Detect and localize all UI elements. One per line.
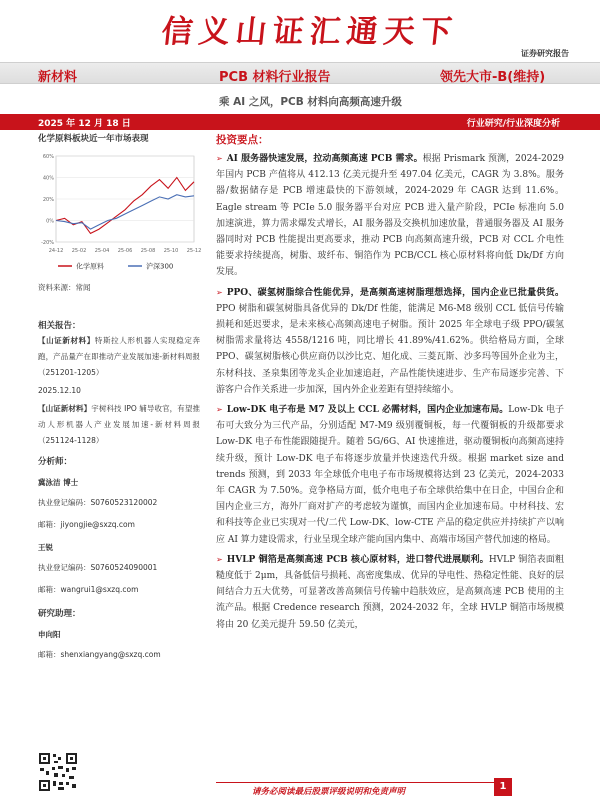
footer-disclaimer[interactable]: 请务必阅读最后股票评级说明和免责声明 (252, 787, 406, 797)
legend-label: 沪深300 (146, 262, 174, 271)
investment-heading: 投资要点： (216, 134, 269, 146)
y-tick-label: 60% (42, 154, 54, 160)
date-bar (0, 114, 600, 130)
x-tick-label: 25-06 (117, 248, 133, 254)
report-title: 乘 AI 之风，PCB 材料向高频高速升级 (219, 96, 402, 108)
related-report[interactable]: 【山证新材料】特斯拉人形机器人实现稳定奔跑，产品量产在即推动产业发展加速-新材料周报（251201-1205） (38, 336, 201, 377)
report-date: 2025 年 12 月 18 日 (38, 119, 131, 129)
x-tick-label: 25-12 (186, 248, 202, 254)
x-tick-label: 25-02 (71, 248, 87, 254)
assistant-email[interactable]: 邮箱：shenxiangyang@sxzq.com (38, 650, 161, 659)
sector-bar (0, 62, 600, 84)
sidebar (38, 132, 200, 662)
key-point: ➢ PPO、碳氢树脂综合性能优异，是高频高速树脂理想选择，国内企业已批量供货。PPO 树脂和碳氢树脂具备优异的 Dk/Df 性能，能满足 M6-M8 级别 CCL 低信号传输损耗和延迟要求，是未来核心高频高速电子树脂。预计 2025 年全球电子级 PPO/碳氢树脂需求量将达 4558/1216 吨，同比增长 41.89%/41.62%。供给格局方面，全球 PPO、碳氢树脂核心供应商仍以沙比克、旭化成、三菱瓦斯、沙多玛等国外企业为主，东材科技、圣泉集团等龙头企业加速追赶，产品性能快速进步、生产布局逐步完善、下游客户合作关系进一步加深，国内外企业差距有望持续缩小。 (216, 287, 564, 395)
main-content (216, 132, 564, 633)
key-point: ➢ HVLP 铜箔是高频高速 PCB 核心原材料，进口替代进展顺利。HVLP 铜箔表面粗糙度低于 2μm，具备低信号损耗、高密度集成、优异的导电性、热稳定性能、良好的层间结合力五大优势，可显著改善高频信号传输中趋肤效应，是高频高速 PCB 使用的主流产品。根据 Credence research 预测，2024-2032 年，全球 HVLP 铜箔市场规模将由 20 亿美元提升 59.50 亿美元， (216, 554, 564, 630)
chart-source: 资料来源：常闻 (38, 283, 91, 292)
report-category: 行业研究/行业深度分析 (466, 119, 560, 129)
series-line-化学原料 (56, 178, 194, 234)
page-number: 1 (494, 778, 512, 796)
y-tick-label: 0% (46, 218, 54, 225)
analyst-name: 冀泳洁 博士 (38, 478, 79, 487)
analyst-reg: 执业登记编码：S0760523120002 (38, 498, 158, 507)
report-tag: 证券研究报告 (521, 49, 569, 58)
market-chart (38, 150, 202, 258)
report-type: PCB 材料行业报告 (219, 70, 331, 85)
related-heading: 相关报告： (38, 321, 81, 331)
rating-label: 领先大市-B(维持) (440, 70, 546, 85)
bullet-triangle-icon: ➢ (216, 554, 223, 564)
chart-title: 化学原料板块近一年市场表现 (38, 134, 149, 144)
analyst-name: 王锐 (38, 543, 53, 552)
key-point: ➢ AI 服务器快速发展，拉动高频高速 PCB 需求。根据 Prismark 预测，2024-2029 年国内 PCB 产值将从 412.13 亿美元提升至 497.04 亿美元，CAGR 为 3.8%。服务器/数据储存是 PCB 增速最快的下游领域，2024-2029 年 CAGR 达到 11.6%。Eagle stream 等 PCIe 5.0 服务器平台对应 PCB 进入量产阶段，PCIe 标准向 5.0 加速演进，算力需求爆发式增长，AI 服务器及交换机加速放量，普通服务器及 AI 服务器同时对 PCB 性能提出更高要求，推动 PCB 向高频高速升级，PCB 对 CCL 介电性能要求持续提高，树脂、玻纤布、铜箔作为 PCB/CCL 核心原材料将向低 Dk/Df 方向发展。 (216, 154, 564, 278)
analyst-email[interactable]: 邮箱：wangrui1@sxzq.com (38, 585, 139, 594)
y-tick-label: 40% (42, 175, 54, 182)
assistant-heading: 研究助理： (38, 609, 81, 619)
x-tick-label: 25-08 (140, 248, 156, 254)
y-tick-label: 20% (42, 197, 54, 203)
top-banner (0, 0, 600, 60)
assistant-name: 申向阳 (38, 630, 61, 639)
legend-label: 化学原料 (76, 262, 104, 271)
related-report-date: 2025.12.10 (38, 386, 81, 395)
y-tick-label: -20% (41, 240, 54, 246)
analyst-email[interactable]: 邮箱：jiyongjie@sxzq.com (38, 520, 135, 529)
bullet-triangle-icon: ➢ (216, 287, 223, 297)
x-tick-label: 25-04 (94, 248, 110, 254)
bullet-triangle-icon: ➢ (216, 405, 223, 415)
analysts-heading: 分析师： (38, 457, 73, 467)
analyst-reg: 执业登记编码：S0760524090001 (38, 563, 158, 572)
brand-slogan: 信义山证汇通天下 (159, 14, 460, 50)
chart-canvas (38, 150, 202, 258)
qr-code-icon (38, 752, 78, 792)
footer-rule (216, 782, 496, 783)
x-tick-label: 24-12 (48, 248, 64, 254)
x-tick-label: 25-10 (163, 248, 179, 254)
related-report[interactable]: 【山证新材料】宇树科技 IPO 辅导收官，有望推动人形机器人产业发展加速-新材料周报（251124-1128） (38, 404, 201, 445)
key-point: ➢ Low-DK 电子布是 M7 及以上 CCL 必需材料，国内企业加速布局。Low-Dk 电子布可大致分为三代产品，分别适配 M7-M9 级别覆铜板，每一代覆铜板的升级都要求 Low-DK 电子布性能跟随提升。随着 5G/6G、AI 快速推进，驱动覆铜板向高频高速持续升级，预计 Low-DK 电子布将逐步放量并快速迭代升级。根据 market size and trends 预测，到 2033 年全球低介电电子布市场规模将达到 23 亿美元，2024-2033 年 CAGR 为 7.50%。竞争格局方面，低介电电子布全球供给集中在日企，中国台企和国内企业三方，海外厂商对扩产的考虑较为谨慎，而国内企业加速布局。中材科技、宏和科技等企业已实现对一代/二代 Low-DK、low-CTE 产品的稳定供应并持续扩产以响应 AI 算力建设需求，行业呈现全球产能向国内集中、高端市场国产替代加速的格局。 (216, 405, 564, 545)
sector-label: 新材料 (38, 70, 78, 85)
bullet-triangle-icon: ➢ (216, 154, 223, 163)
chart-legend (38, 258, 198, 272)
